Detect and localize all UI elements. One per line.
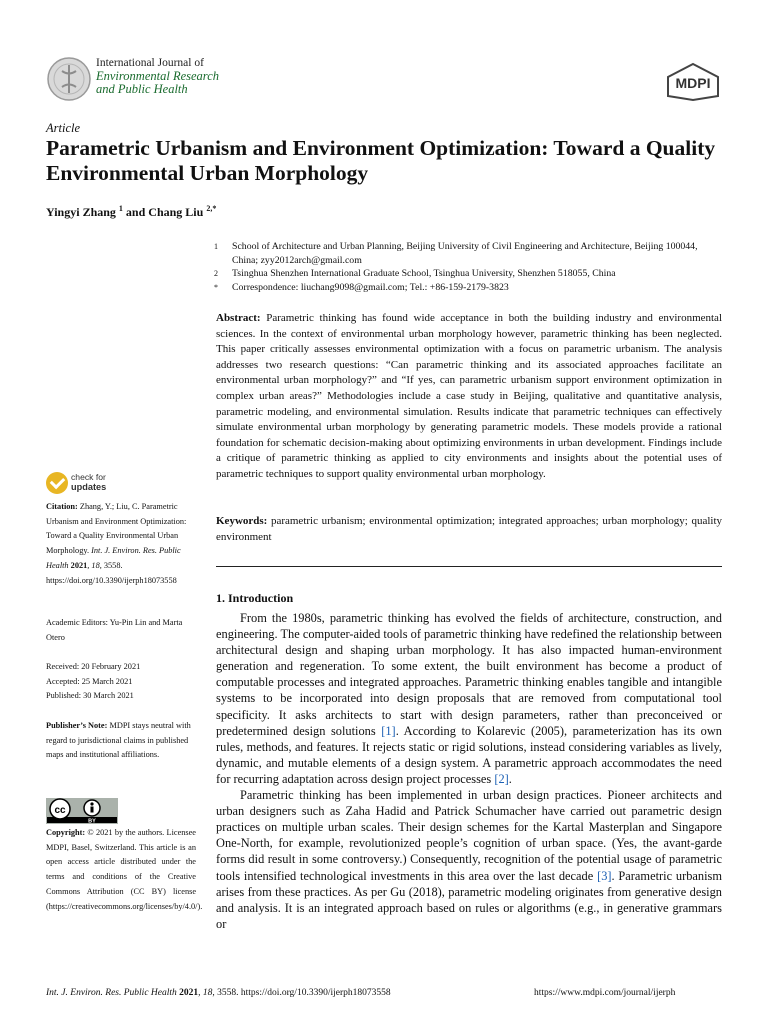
- date-accepted: Accepted: 25 March 2021: [46, 676, 133, 686]
- affiliation-mark: 2: [214, 269, 218, 278]
- publisher-note-text: MDPI stays neutral with regard to jurisdictional claims in published maps and institutional affiliations.: [46, 721, 191, 760]
- paragraph-text: .: [508, 771, 512, 786]
- date-received: Received: 20 February 2021: [46, 662, 141, 671]
- paragraph-text: From the 1980s, parametric thinking has evolved the fields of architecture, construction, and engineering. The computer-aided tools of parametric thinking have redefined the relationship between architectural design and shaping urban morphology. It has also impacted human-environment generation and regeneration. To some extent, the built environment has become a product of computable processes and integrated approaches. Parametric thinking enables tangible and intangible systems to be incorporated into design proposals that are removed from computational tool specificity. It asks architects to start with design parameters, rather than preconceived or predetermined design solutions: [216, 611, 722, 738]
- footer-journal: Int. J. Environ. Res. Public Health: [46, 988, 177, 998]
- paragraph: [216, 610, 722, 787]
- keywords-text: parametric urbanism; environmental optimization; integrated approaches; urban morphology; quality environment: [216, 515, 723, 543]
- date-published: Published: 30 March 2021: [46, 691, 134, 701]
- abstract: [216, 311, 722, 483]
- affiliations: [214, 240, 726, 294]
- paragraph: [216, 787, 722, 932]
- footer-citation: [46, 988, 391, 998]
- copyright-text: © 2021 by the authors. Licensee MDPI, Basel, Switzerland. This article is an open access article distributed under the terms and conditions of the Creative Commons Attribution (CC BY) license (https://creativecommons.org/licenses/by/4.0/).: [46, 828, 203, 911]
- check-for-updates-button[interactable]: [46, 472, 146, 498]
- citation-year: 2021: [68, 560, 88, 570]
- author-name: Yingyi Zhang: [46, 205, 116, 219]
- journal-name-line2: Environmental Research: [96, 69, 219, 83]
- author-affiliation-mark: 1: [118, 204, 123, 213]
- section-body: [216, 610, 722, 932]
- citation-doi[interactable]: , 3558. https://doi.org/10.3390/ijerph18073558: [46, 560, 177, 585]
- author-list: [46, 204, 216, 220]
- publisher-note-label: Publisher’s Note:: [46, 721, 108, 730]
- svg-text:cc: cc: [54, 805, 66, 816]
- footer-journal-url[interactable]: https://www.mdpi.com/journal/ijerph: [534, 988, 676, 998]
- citation-link[interactable]: [1]: [381, 723, 396, 738]
- keywords-label: Keywords:: [216, 515, 268, 527]
- affiliation-mark: *: [214, 282, 218, 292]
- copyright-label: Copyright:: [46, 828, 86, 837]
- affiliation-text: Tsinghua Shenzhen International Graduate School, Tsinghua University, Shenzhen 518055, China: [232, 268, 616, 279]
- journal-name: [96, 57, 219, 96]
- check-updates-icon: [46, 472, 68, 494]
- keywords: [216, 514, 722, 545]
- correspondence: [214, 281, 726, 295]
- citation-link[interactable]: [2]: [494, 771, 509, 786]
- affiliation-mark: 1: [214, 242, 218, 251]
- section-divider: [216, 566, 722, 567]
- footer-doi[interactable]: , 3558. https://doi.org/10.3390/ijerph18073558: [212, 988, 391, 998]
- copyright-notice: [46, 826, 203, 914]
- author-affiliation-mark: 2,*: [206, 204, 217, 213]
- footer-year: 2021: [176, 988, 199, 998]
- abstract-text: Parametric thinking has found wide acceptance in both the building industry and environmental sciences. In the context of environmental urban morphology however, parametric thinking has been neglected. This paper critically assesses environmental optimization with a focus on parametric urbanism. The analysis addresses two research questions: “Can parametric thinking and its associated approaches facilitate an environmental urban morphology?” and “If yes, can parametric urbanism support environment optimization in complex urban areas?” Methodologies include a case study in Beijing, qualitative and quantitative analysis, parametric modeling, and environmental simulation. Results indicate that parametric techniques can effectively simulate environmental urban morphology by generating parametric models. These models provide a rational foundation for schematic decision-making about optimizing environments in urban development. Findings include a critique of parametric thinking as applied to city environments and insights about the potential uses of parametric techniques to support quality environmental urban morphology.: [216, 312, 722, 480]
- citation-journal: Int. J. Environ. Res. Public Health: [46, 546, 181, 570]
- citation-link[interactable]: [3]: [597, 868, 612, 883]
- publisher-note: [46, 719, 196, 763]
- citation-volume: , 18: [87, 560, 100, 570]
- publication-dates: [46, 660, 196, 704]
- journal-name-line1: International Journal of: [96, 57, 204, 69]
- affiliation-item: [214, 240, 726, 267]
- check-updates-line1: check for: [71, 472, 106, 482]
- journal-name-line3: and Public Health: [96, 82, 188, 96]
- paragraph-text: . According to Kolarevic (2005), parameterization has its own rules, methods, and features. It rejects static or rigid solutions, instead considering variables as lively, dynamic, and mutable elements of a design system. A parametric approach accommodates the need for recurring adaptation across design project processes: [216, 723, 723, 786]
- cc-by-label: BY: [88, 818, 96, 824]
- author-name: Chang Liu: [148, 205, 204, 219]
- section-heading: 1. Introduction: [216, 591, 294, 605]
- page-title: Parametric Urbanism and Environment Optimization: Toward a Quality Environmental Urban Morphology: [46, 136, 716, 185]
- cc-by-license-icon[interactable]: [46, 798, 118, 824]
- affiliation-text: School of Architecture and Urban Planning, Beijing University of Civil Engineering and Architecture, Beijing 100044, China; zyy2012arch@gmail.com: [232, 241, 698, 266]
- academic-editors: Academic Editors: Yu-Pin Lin and Marta Otero: [46, 618, 183, 642]
- article-type: Article: [46, 121, 81, 135]
- publisher-name: MDPI: [675, 75, 711, 91]
- author-separator: and: [122, 205, 149, 219]
- check-updates-line2: updates: [71, 481, 107, 492]
- citation-text: Zhang, Y.; Liu, C. Parametric Urbanism and Environment Optimization: Toward a Quality Environmental Urban Morphology.: [46, 502, 187, 556]
- mdpi-logo: [664, 62, 722, 102]
- paragraph-text: Parametric thinking has been implemented in urban design practices. Pioneer architects and urban designers such as Zaha Hadid and Patrick Schumacher have carried out parametric design practices on multiple urban scales. Their design schemes for the Kartal Masterplan and Singapore One-North, for example, revolutionized people’s cognition of urban space. (Yes, the avant-garde forms did result in some controversy.) Consequently, recognition of the potential usage of parametric tools intensified technological investments in this area over the last decade: [216, 788, 722, 883]
- paragraph-text: . Parametric urbanism arises from these practices. As per Gu (2018), parametric modeling originates from generative design and analysis. It is an integrated approach based on rules or algorithms (e.g., in generative grammars or: [216, 868, 722, 931]
- journal-logo: [46, 56, 92, 102]
- abstract-label: Abstract:: [216, 312, 261, 324]
- affiliation-item: [214, 267, 726, 281]
- citation-label: Citation:: [46, 502, 78, 511]
- citation-block: [46, 500, 196, 588]
- footer-volume: , 18: [198, 988, 213, 998]
- affiliation-text: Correspondence: liuchang9098@gmail.com; Tel.: +86-159-2179-3823: [232, 281, 509, 293]
